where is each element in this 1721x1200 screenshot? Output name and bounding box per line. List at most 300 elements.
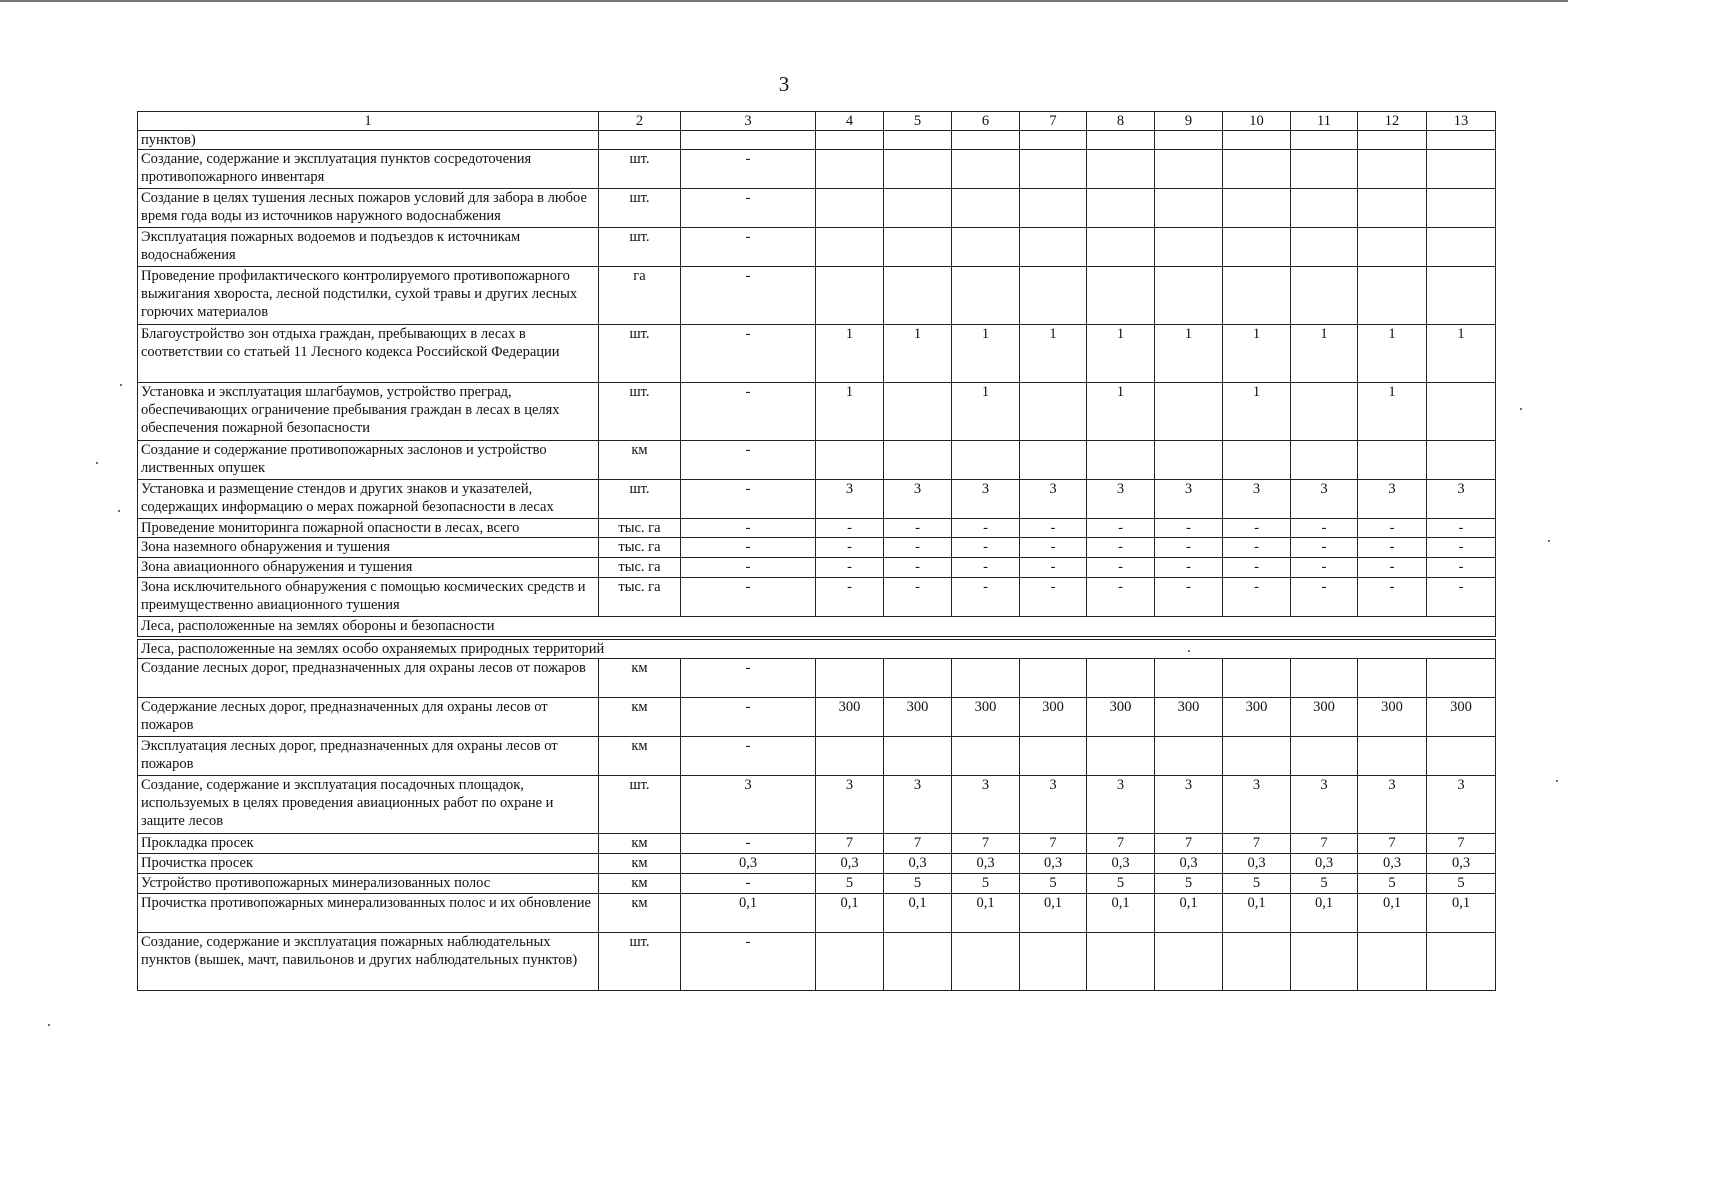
column-header-12: 12 [1358, 112, 1427, 131]
value-cell-col8: 0,3 [1087, 854, 1155, 874]
value-cell-col12: 3 [1358, 480, 1427, 519]
value-cell-col4 [816, 228, 884, 267]
row-unit: тыс. га [599, 558, 681, 578]
value-cell-col5 [884, 383, 952, 441]
value-cell-col6: - [952, 538, 1020, 558]
value-cell-col11: 1 [1291, 325, 1358, 383]
value-cell-col7: 300 [1020, 698, 1087, 737]
value-cell-col3: - [681, 874, 816, 894]
value-cell-col13 [1427, 228, 1496, 267]
value-cell-col7: - [1020, 578, 1087, 617]
table-row [138, 894, 1496, 933]
value-cell-col12 [1358, 267, 1427, 325]
section-row [138, 617, 1496, 637]
value-cell-col10: 300 [1223, 698, 1291, 737]
value-cell-col11 [1291, 228, 1358, 267]
value-cell-col8: - [1087, 538, 1155, 558]
row-name: Эксплуатация лесных дорог, предназначенных для охраны лесов от пожаров [138, 737, 599, 776]
page-top-edge [0, 0, 1568, 2]
value-cell-col9 [1155, 737, 1223, 776]
row-name: Прочистка просек [138, 854, 599, 874]
column-header-7: 7 [1020, 112, 1087, 131]
value-cell-col4: - [816, 578, 884, 617]
scan-speck [1188, 650, 1190, 652]
row-unit [599, 131, 681, 150]
value-cell-col12: 1 [1358, 383, 1427, 441]
row-unit: км [599, 874, 681, 894]
row-name: Создание лесных дорог, предназначенных для охраны лесов от пожаров [138, 659, 599, 698]
table-row [138, 854, 1496, 874]
value-cell-col10 [1223, 189, 1291, 228]
value-cell-col11: - [1291, 578, 1358, 617]
value-cell-col9: 3 [1155, 776, 1223, 834]
table-row [138, 131, 1496, 150]
value-cell-col6: 0,1 [952, 894, 1020, 933]
value-cell-col5 [884, 150, 952, 189]
row-unit: км [599, 698, 681, 737]
value-cell-col8: 0,1 [1087, 894, 1155, 933]
value-cell-col9: 3 [1155, 480, 1223, 519]
row-name: Проведение мониторинга пожарной опасности в лесах, всего [138, 519, 599, 538]
value-cell-col8 [1087, 189, 1155, 228]
value-cell-col11: 0,1 [1291, 894, 1358, 933]
table-row [138, 267, 1496, 325]
value-cell-col11 [1291, 150, 1358, 189]
value-cell-col5: - [884, 519, 952, 538]
column-header-5: 5 [884, 112, 952, 131]
table-row [138, 933, 1496, 991]
value-cell-col13 [1427, 267, 1496, 325]
value-cell-col12: 7 [1358, 834, 1427, 854]
value-cell-col9: 1 [1155, 325, 1223, 383]
value-cell-col11: 3 [1291, 480, 1358, 519]
section-title: Леса, расположенные на землях особо охраняемых природных территорий [138, 640, 1496, 659]
value-cell-col4 [816, 441, 884, 480]
table-row [138, 698, 1496, 737]
value-cell-col9: 5 [1155, 874, 1223, 894]
column-header-2: 2 [599, 112, 681, 131]
value-cell-col5: 3 [884, 480, 952, 519]
row-unit: км [599, 737, 681, 776]
value-cell-col12 [1358, 933, 1427, 991]
value-cell-col10 [1223, 441, 1291, 480]
value-cell-col13: - [1427, 519, 1496, 538]
value-cell-col5: - [884, 558, 952, 578]
row-unit: шт. [599, 933, 681, 991]
value-cell-col4 [816, 189, 884, 228]
value-cell-col9 [1155, 267, 1223, 325]
value-cell-col8: - [1087, 519, 1155, 538]
row-unit: шт. [599, 480, 681, 519]
value-cell-col3: - [681, 383, 816, 441]
value-cell-col12: - [1358, 519, 1427, 538]
value-cell-col3: - [681, 150, 816, 189]
value-cell-col9 [1155, 150, 1223, 189]
value-cell-col12 [1358, 189, 1427, 228]
table-row [138, 441, 1496, 480]
value-cell-col9 [1155, 228, 1223, 267]
value-cell-col10 [1223, 267, 1291, 325]
value-cell-col7: - [1020, 538, 1087, 558]
row-name: Создание, содержание и эксплуатация пожарных наблюдательных пунктов (вышек, мачт, павильонов и других наблюдательных пунктов) [138, 933, 599, 991]
value-cell-col13: 1 [1427, 325, 1496, 383]
value-cell-col7 [1020, 737, 1087, 776]
value-cell-col11 [1291, 933, 1358, 991]
column-header-6: 6 [952, 112, 1020, 131]
value-cell-col11: 300 [1291, 698, 1358, 737]
value-cell-col10: 3 [1223, 480, 1291, 519]
header-row [138, 112, 1496, 131]
value-cell-col8: 5 [1087, 874, 1155, 894]
value-cell-col8 [1087, 933, 1155, 991]
row-unit: тыс. га [599, 538, 681, 558]
value-cell-col13: 0,1 [1427, 894, 1496, 933]
value-cell-col4: 3 [816, 776, 884, 834]
value-cell-col4: 300 [816, 698, 884, 737]
value-cell-col10: 1 [1223, 325, 1291, 383]
value-cell-col5 [884, 131, 952, 150]
value-cell-col3: - [681, 267, 816, 325]
row-name: Зона наземного обнаружения и тушения [138, 538, 599, 558]
value-cell-col11 [1291, 189, 1358, 228]
value-cell-col10 [1223, 659, 1291, 698]
scan-speck [96, 462, 98, 464]
row-name: Зона исключительного обнаружения с помощью космических средств и преимущественно авиационного тушения [138, 578, 599, 617]
value-cell-col13: - [1427, 578, 1496, 617]
value-cell-col4: 0,3 [816, 854, 884, 874]
value-cell-col8: - [1087, 578, 1155, 617]
value-cell-col12: 1 [1358, 325, 1427, 383]
value-cell-col5: 7 [884, 834, 952, 854]
value-cell-col11: 5 [1291, 874, 1358, 894]
value-cell-col8 [1087, 150, 1155, 189]
value-cell-col9 [1155, 659, 1223, 698]
value-cell-col9 [1155, 383, 1223, 441]
value-cell-col4 [816, 659, 884, 698]
value-cell-col7: 0,1 [1020, 894, 1087, 933]
value-cell-col4 [816, 737, 884, 776]
row-name: Установка и размещение стендов и других знаков и указателей, содержащих информацию о мерах пожарной безопасности в лесах [138, 480, 599, 519]
value-cell-col8 [1087, 659, 1155, 698]
scan-speck [1520, 408, 1522, 410]
value-cell-col3: 3 [681, 776, 816, 834]
value-cell-col5 [884, 737, 952, 776]
value-cell-col3: 0,1 [681, 894, 816, 933]
value-cell-col4: - [816, 558, 884, 578]
value-cell-col7: 3 [1020, 480, 1087, 519]
row-unit: шт. [599, 325, 681, 383]
row-unit: га [599, 267, 681, 325]
value-cell-col12 [1358, 228, 1427, 267]
value-cell-col4: 1 [816, 383, 884, 441]
value-cell-col5 [884, 267, 952, 325]
value-cell-col7 [1020, 189, 1087, 228]
row-name: Создание в целях тушения лесных пожаров условий для забора в любое время года воды из источников наружного водоснабжения [138, 189, 599, 228]
value-cell-col13 [1427, 189, 1496, 228]
row-unit: км [599, 659, 681, 698]
value-cell-col13 [1427, 659, 1496, 698]
value-cell-col5 [884, 441, 952, 480]
value-cell-col12: 300 [1358, 698, 1427, 737]
value-cell-col6: - [952, 519, 1020, 538]
value-cell-col12: - [1358, 538, 1427, 558]
value-cell-col7 [1020, 150, 1087, 189]
table-row [138, 558, 1496, 578]
value-cell-col3: - [681, 538, 816, 558]
value-cell-col4: 5 [816, 874, 884, 894]
value-cell-col9 [1155, 933, 1223, 991]
value-cell-col11 [1291, 383, 1358, 441]
value-cell-col6: 3 [952, 776, 1020, 834]
value-cell-col7: - [1020, 558, 1087, 578]
value-cell-col5: 1 [884, 325, 952, 383]
table-row [138, 538, 1496, 558]
column-header-10: 10 [1223, 112, 1291, 131]
value-cell-col3: - [681, 698, 816, 737]
value-cell-col13 [1427, 383, 1496, 441]
value-cell-col9: - [1155, 519, 1223, 538]
value-cell-col11 [1291, 659, 1358, 698]
value-cell-col5: 0,3 [884, 854, 952, 874]
value-cell-col5 [884, 228, 952, 267]
row-unit: км [599, 894, 681, 933]
value-cell-col7 [1020, 267, 1087, 325]
value-cell-col3: - [681, 558, 816, 578]
value-cell-col7 [1020, 228, 1087, 267]
value-cell-col4: 3 [816, 480, 884, 519]
value-cell-col3: - [681, 228, 816, 267]
value-cell-col5: 5 [884, 874, 952, 894]
value-cell-col11 [1291, 267, 1358, 325]
value-cell-col6 [952, 659, 1020, 698]
value-cell-col9 [1155, 441, 1223, 480]
value-cell-col5 [884, 189, 952, 228]
row-unit: шт. [599, 189, 681, 228]
value-cell-col6 [952, 228, 1020, 267]
table-row [138, 150, 1496, 189]
value-cell-col5: 3 [884, 776, 952, 834]
scan-speck [1556, 780, 1558, 782]
row-unit: км [599, 441, 681, 480]
value-cell-col4: 0,1 [816, 894, 884, 933]
value-cell-col5: - [884, 538, 952, 558]
value-cell-col5: 0,1 [884, 894, 952, 933]
table-row [138, 189, 1496, 228]
column-header-3: 3 [681, 112, 816, 131]
column-header-13: 13 [1427, 112, 1496, 131]
value-cell-col9: 0,3 [1155, 854, 1223, 874]
value-cell-col6 [952, 150, 1020, 189]
scan-speck [48, 1024, 50, 1026]
value-cell-col11: 0,3 [1291, 854, 1358, 874]
table-row [138, 519, 1496, 538]
row-name: Создание, содержание и эксплуатация пунктов сосредоточения противопожарного инвентаря [138, 150, 599, 189]
value-cell-col4 [816, 131, 884, 150]
value-cell-col12 [1358, 131, 1427, 150]
value-cell-col10 [1223, 933, 1291, 991]
value-cell-col9 [1155, 131, 1223, 150]
value-cell-col11: - [1291, 558, 1358, 578]
value-cell-col10: 3 [1223, 776, 1291, 834]
value-cell-col7: - [1020, 519, 1087, 538]
value-cell-col10: - [1223, 519, 1291, 538]
value-cell-col8: 3 [1087, 776, 1155, 834]
value-cell-col8 [1087, 267, 1155, 325]
table-row [138, 776, 1496, 834]
value-cell-col7: 0,3 [1020, 854, 1087, 874]
row-name: Проведение профилактического контролируемого противопожарного выжигания хвороста, лесной подстилки, сухой травы и других лесных горючих материалов [138, 267, 599, 325]
section-title: Леса, расположенные на землях обороны и безопасности [138, 617, 1496, 637]
value-cell-col8 [1087, 441, 1155, 480]
table-row [138, 383, 1496, 441]
value-cell-col3: - [681, 737, 816, 776]
value-cell-col11 [1291, 441, 1358, 480]
value-cell-col9: 7 [1155, 834, 1223, 854]
value-cell-col3 [681, 131, 816, 150]
table-row [138, 659, 1496, 698]
value-cell-col8: 7 [1087, 834, 1155, 854]
value-cell-col7 [1020, 659, 1087, 698]
table-row [138, 325, 1496, 383]
value-cell-col5: - [884, 578, 952, 617]
value-cell-col10: - [1223, 558, 1291, 578]
value-cell-col10 [1223, 737, 1291, 776]
value-cell-col5: 300 [884, 698, 952, 737]
table-body [138, 112, 1496, 991]
value-cell-col7 [1020, 131, 1087, 150]
row-name: пунктов) [138, 131, 599, 150]
row-unit: км [599, 854, 681, 874]
value-cell-col11: - [1291, 519, 1358, 538]
value-cell-col8: 300 [1087, 698, 1155, 737]
section-row [138, 640, 1496, 659]
column-header-1: 1 [138, 112, 599, 131]
value-cell-col7: 1 [1020, 325, 1087, 383]
value-cell-col10: 5 [1223, 874, 1291, 894]
value-cell-col12 [1358, 150, 1427, 189]
value-cell-col7: 7 [1020, 834, 1087, 854]
row-unit: шт. [599, 150, 681, 189]
column-header-9: 9 [1155, 112, 1223, 131]
value-cell-col3: - [681, 325, 816, 383]
row-name: Содержание лесных дорог, предназначенных для охраны лесов от пожаров [138, 698, 599, 737]
value-cell-col9: 0,1 [1155, 894, 1223, 933]
value-cell-col6 [952, 737, 1020, 776]
value-cell-col8 [1087, 228, 1155, 267]
row-name: Благоустройство зон отдыха граждан, пребывающих в лесах в соответствии со статьей 11 Лесного кодекса Российской Федерации [138, 325, 599, 383]
value-cell-col4: 7 [816, 834, 884, 854]
row-name: Создание, содержание и эксплуатация посадочных площадок, используемых в целях проведения авиационных работ по охране и защите лесов [138, 776, 599, 834]
value-cell-col9 [1155, 189, 1223, 228]
column-header-4: 4 [816, 112, 884, 131]
value-cell-col12: 0,3 [1358, 854, 1427, 874]
value-cell-col9: - [1155, 558, 1223, 578]
column-header-8: 8 [1087, 112, 1155, 131]
value-cell-col9: 300 [1155, 698, 1223, 737]
value-cell-col10 [1223, 228, 1291, 267]
scan-speck [118, 510, 120, 512]
value-cell-col13: 7 [1427, 834, 1496, 854]
value-cell-col13 [1427, 150, 1496, 189]
value-cell-col6: 300 [952, 698, 1020, 737]
value-cell-col12: 3 [1358, 776, 1427, 834]
row-unit: шт. [599, 383, 681, 441]
value-cell-col8: 1 [1087, 325, 1155, 383]
value-cell-col7 [1020, 933, 1087, 991]
value-cell-col4 [816, 150, 884, 189]
value-cell-col13 [1427, 933, 1496, 991]
value-cell-col9: - [1155, 538, 1223, 558]
value-cell-col11 [1291, 131, 1358, 150]
value-cell-col3: - [681, 480, 816, 519]
value-cell-col5 [884, 933, 952, 991]
value-cell-col13 [1427, 441, 1496, 480]
value-cell-col3: - [681, 578, 816, 617]
value-cell-col10: 7 [1223, 834, 1291, 854]
value-cell-col6 [952, 267, 1020, 325]
table-row [138, 228, 1496, 267]
value-cell-col13: - [1427, 538, 1496, 558]
value-cell-col8: 1 [1087, 383, 1155, 441]
scan-speck [1548, 540, 1550, 542]
row-name: Зона авиационного обнаружения и тушения [138, 558, 599, 578]
value-cell-col6: 3 [952, 480, 1020, 519]
column-header-11: 11 [1291, 112, 1358, 131]
data-table [137, 111, 1496, 991]
row-name: Прочистка противопожарных минерализованных полос и их обновление [138, 894, 599, 933]
value-cell-col3: - [681, 659, 816, 698]
value-cell-col7 [1020, 383, 1087, 441]
value-cell-col13: 300 [1427, 698, 1496, 737]
value-cell-col3: - [681, 519, 816, 538]
value-cell-col6: 0,3 [952, 854, 1020, 874]
table-row [138, 834, 1496, 854]
value-cell-col10: 0,1 [1223, 894, 1291, 933]
row-name: Создание и содержание противопожарных заслонов и устройство лиственных опушек [138, 441, 599, 480]
row-unit: шт. [599, 228, 681, 267]
row-name: Установка и эксплуатация шлагбаумов, устройство преград, обеспечивающих ограничение пребывания граждан в лесах в целях обеспечения пожарной безопасности [138, 383, 599, 441]
table-row [138, 578, 1496, 617]
value-cell-col10: - [1223, 578, 1291, 617]
value-cell-col12 [1358, 441, 1427, 480]
value-cell-col4 [816, 267, 884, 325]
value-cell-col10 [1223, 131, 1291, 150]
value-cell-col10: 0,3 [1223, 854, 1291, 874]
value-cell-col6: - [952, 578, 1020, 617]
value-cell-col6 [952, 131, 1020, 150]
value-cell-col13 [1427, 737, 1496, 776]
value-cell-col4: - [816, 538, 884, 558]
value-cell-col6: 5 [952, 874, 1020, 894]
row-name: Эксплуатация пожарных водоемов и подъездов к источникам водоснабжения [138, 228, 599, 267]
table-row [138, 874, 1496, 894]
value-cell-col8: - [1087, 558, 1155, 578]
value-cell-col3: 0,3 [681, 854, 816, 874]
value-cell-col6 [952, 441, 1020, 480]
value-cell-col9: - [1155, 578, 1223, 617]
value-cell-col3: - [681, 441, 816, 480]
value-cell-col3: - [681, 834, 816, 854]
value-cell-col6: 7 [952, 834, 1020, 854]
value-cell-col10 [1223, 150, 1291, 189]
value-cell-col6 [952, 189, 1020, 228]
value-cell-col8 [1087, 737, 1155, 776]
value-cell-col12 [1358, 659, 1427, 698]
value-cell-col13: 3 [1427, 776, 1496, 834]
row-unit: тыс. га [599, 578, 681, 617]
value-cell-col7: 3 [1020, 776, 1087, 834]
value-cell-col13: - [1427, 558, 1496, 578]
